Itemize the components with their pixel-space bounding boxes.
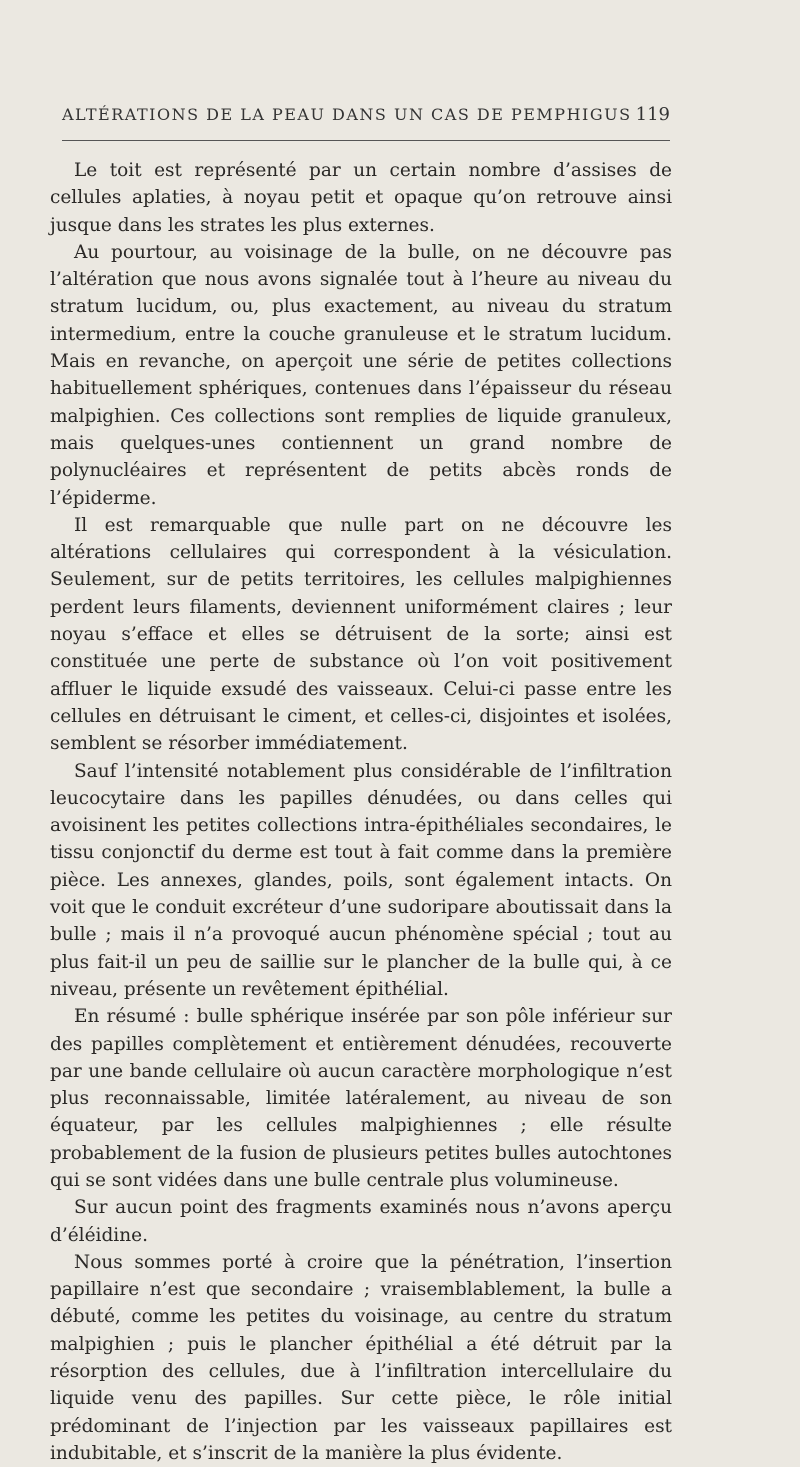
paragraph: Sur aucun point des fragments examinés nous n’avons aperçu d’éléidine. bbox=[50, 1197, 672, 1246]
running-title: ALTÉRATIONS DE LA PEAU DANS UN CAS DE PEMPHIGUS bbox=[62, 105, 632, 124]
page-number: 119 bbox=[635, 104, 670, 125]
running-header bbox=[62, 104, 670, 125]
header-rule bbox=[62, 140, 670, 141]
paragraph: Le toit est représenté par un certain nombre d’assises de cellules aplaties, à noyau petit et opaque qu’on retrouve ainsi jusque dans les strates les plus externes. bbox=[50, 160, 672, 236]
paragraph: Au pourtour, au voisinage de la bulle, on ne découvre pas l’altération que nous avons signalée tout à l’heure au niveau du stratum lucidum, ou, plus exactement, au niveau du stratum intermedium, entre la couche granuleuse et le stratum lucidum. Mais en revanche, on aperçoit une série de petites collections habituellement sphériques, contenues dans l’épaisseur du réseau malpighien. Ces collections sont remplies de liquide granuleux, mais quelques-unes contiennent un grand nombre de polynucléaires et représentent de petits abcès ronds de l’épiderme. bbox=[50, 241, 672, 509]
paragraph: Sauf l’intensité notablement plus considérable de l’infiltration leucocytaire dans les papilles dénudées, ou dans celles qui avoisinent les petites collections intra-épithéliales secondaires, le tissu conjonctif du derme est tout à fait comme dans la première pièce. Les annexes, glandes, poils, sont également intacts. On voit que le conduit excréteur d’une sudoripare aboutissait dans la bulle ; mais il n’a provoqué aucun phénomène spécial ; tout au plus fait-il un peu de saillie sur le plancher de la bulle qui, à ce niveau, présente un revêtement épithélial. bbox=[50, 760, 672, 1000]
paragraph: Il est remarquable que nulle part on ne découvre les altérations cellulaires qui correspondent à la vésiculation. Seulement, sur de petits territoires, les cellules malpighiennes perdent leurs filaments, deviennent uniformément claires ; leur noyau s’efface et elles se détruisent de la sorte; ainsi est constituée une perte de substance où l’on voit positivement affluer le liquide exsudé des vaisseaux. Celui-ci passe entre les cellules en détruisant le ciment, et celles-ci, disjointes et isolées, semblent se résorber immédiatement. bbox=[50, 514, 672, 755]
paragraph: En résumé : bulle sphérique insérée par son pôle inférieur sur des papilles complètement et entièrement dénudées, recouverte par une bande cellulaire où aucun caractère morphologique n’est plus reconnaissable, limitée latéralement, au niveau de son équateur, par les cellules malpighiennes ; elle résulte probablement de la fusion de plusieurs petites bulles autochtones qui se sont vidées dans une bulle centrale plus volumineuse. bbox=[50, 1006, 672, 1191]
body-text bbox=[50, 157, 672, 1467]
paragraph: Nous sommes porté à croire que la pénétration, l’insertion papillaire n’est que secondaire ; vraisemblablement, la bulle a débuté, comme les petites du voisinage, au centre du stratum malpighien ; puis le plancher épithélial a été détruit par la résorption des cellules, due à l’infiltration intercellulaire du liquide venu des papilles. Sur cette pièce, le rôle initial prédominant de l’injection par les vaisseaux papillaires est indubitable, et s’inscrit de la manière la plus évidente. bbox=[50, 1251, 672, 1464]
